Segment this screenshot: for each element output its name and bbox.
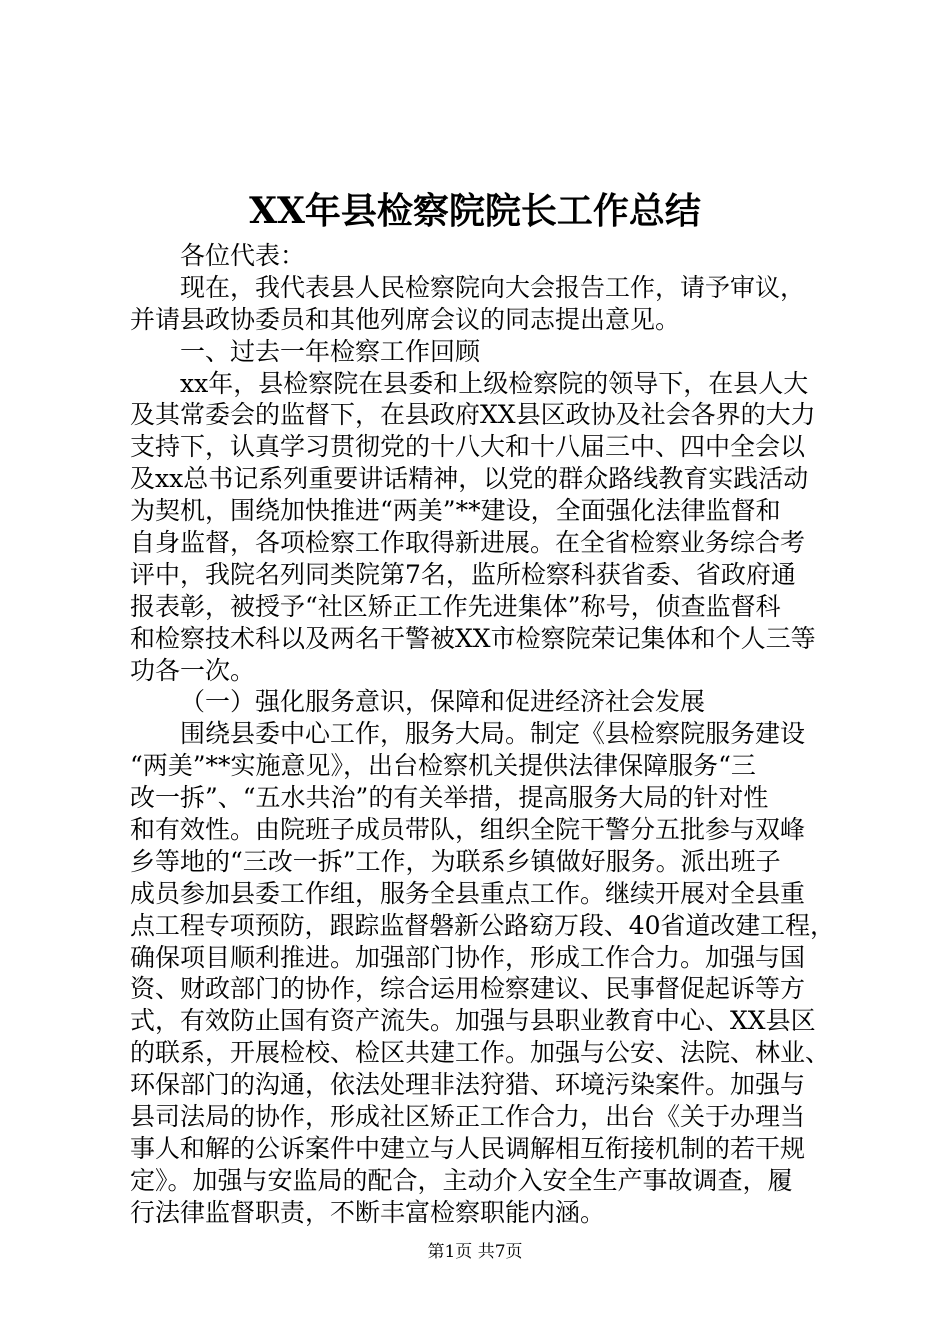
paragraph-line: 围绕县委中心工作，服务大局。制定《县检察院服务建设 — [180, 719, 806, 749]
paragraph-line: 乡等地的“三改一拆”工作，为联系乡镇做好服务。派出班子 — [130, 846, 781, 876]
paragraph-line: 及其常委会的监督下，在县政府XX县区政协及社会各界的大力 — [130, 400, 816, 430]
paragraph-line: 资、财政部门的协作，综合运用检察建议、民事督促起诉等方 — [130, 974, 806, 1004]
paragraph-line: 的联系，开展检校、检区共建工作。加强与公安、法院、林业、 — [130, 1038, 831, 1068]
paragraph-line: 并请县政协委员和其他列席会议的同志提出意见。 — [130, 304, 681, 334]
paragraph-line: 和有效性。由院班子成员带队，组织全院干警分五批参与双峰 — [130, 815, 806, 845]
page-footer: 第1页 共7页 — [427, 1242, 523, 1262]
paragraph-line: 功各一次。 — [130, 655, 256, 685]
document-title: XX年县检察院院长工作总结 — [249, 190, 701, 232]
subsection-heading: （一）强化服务意识，保障和促进经济社会发展 — [180, 687, 706, 717]
paragraph-line: 现在，我代表县人民检察院向大会报告工作，请予审议， — [180, 272, 806, 302]
paragraph-line: 行法律监督职责，不断丰富检察职能内涵。 — [130, 1197, 606, 1227]
paragraph-line: 自身监督，各项检察工作取得新进展。在全省检察业务综合考 — [130, 528, 806, 558]
paragraph-line: 环保部门的沟通，依法处理非法狩猎、环境污染案件。加强与 — [130, 1070, 806, 1100]
paragraph-line: 点工程专项预防，跟踪监督磐新公路窈万段、40省道改建工程， — [130, 910, 835, 940]
section-heading: 一、过去一年检察工作回顾 — [180, 336, 481, 366]
salutation-line: 各位代表： — [180, 241, 306, 270]
paragraph-line: 事人和解的公诉案件中建立与人民调解相互衔接机制的若干规 — [130, 1133, 806, 1163]
paragraph-line: 式，有效防止国有资产流失。加强与县职业教育中心、XX县区 — [130, 1006, 816, 1036]
paragraph-line: 支持下，认真学习贯彻党的十八大和十八届三中、四中全会以 — [130, 432, 806, 462]
paragraph-line: “两美”**实施意见》，出台检察机关提供法律保障服务“三 — [130, 751, 756, 781]
paragraph-line: 评中，我院名列同类院第7名，监所检察科获省委、省政府通 — [130, 559, 796, 589]
paragraph-line: 和检察技术科以及两名干警被XX市检察院荣记集体和个人三等 — [130, 623, 816, 653]
paragraph-line: 及xx总书记系列重要讲话精神，以党的群众路线教育实践活动 — [130, 464, 809, 494]
paragraph-line: xx年，县检察院在县委和上级检察院的领导下，在县人大 — [180, 368, 809, 398]
paragraph-line: 县司法局的协作，形成社区矫正工作合力，出台《关于办理当 — [130, 1102, 806, 1132]
document-body — [130, 240, 835, 1229]
paragraph-line: 报表彰，被授予“社区矫正工作先进集体”称号，侦查监督科 — [130, 591, 781, 621]
paragraph-line: 成员参加县委工作组，服务全县重点工作。继续开展对全县重 — [130, 878, 806, 908]
paragraph-line: 确保项目顺利推进。加强部门协作，形成工作合力。加强与国 — [130, 942, 806, 972]
paragraph-line: 为契机，围绕加快推进“两美”**建设，全面强化法律监督和 — [130, 496, 781, 526]
paragraph-line: 定》。加强与安监局的配合，主动介入安全生产事故调查，履 — [130, 1165, 793, 1195]
paragraph-line: 改一拆”、“五水共治”的有关举措，提高服务大局的针对性 — [130, 783, 769, 813]
